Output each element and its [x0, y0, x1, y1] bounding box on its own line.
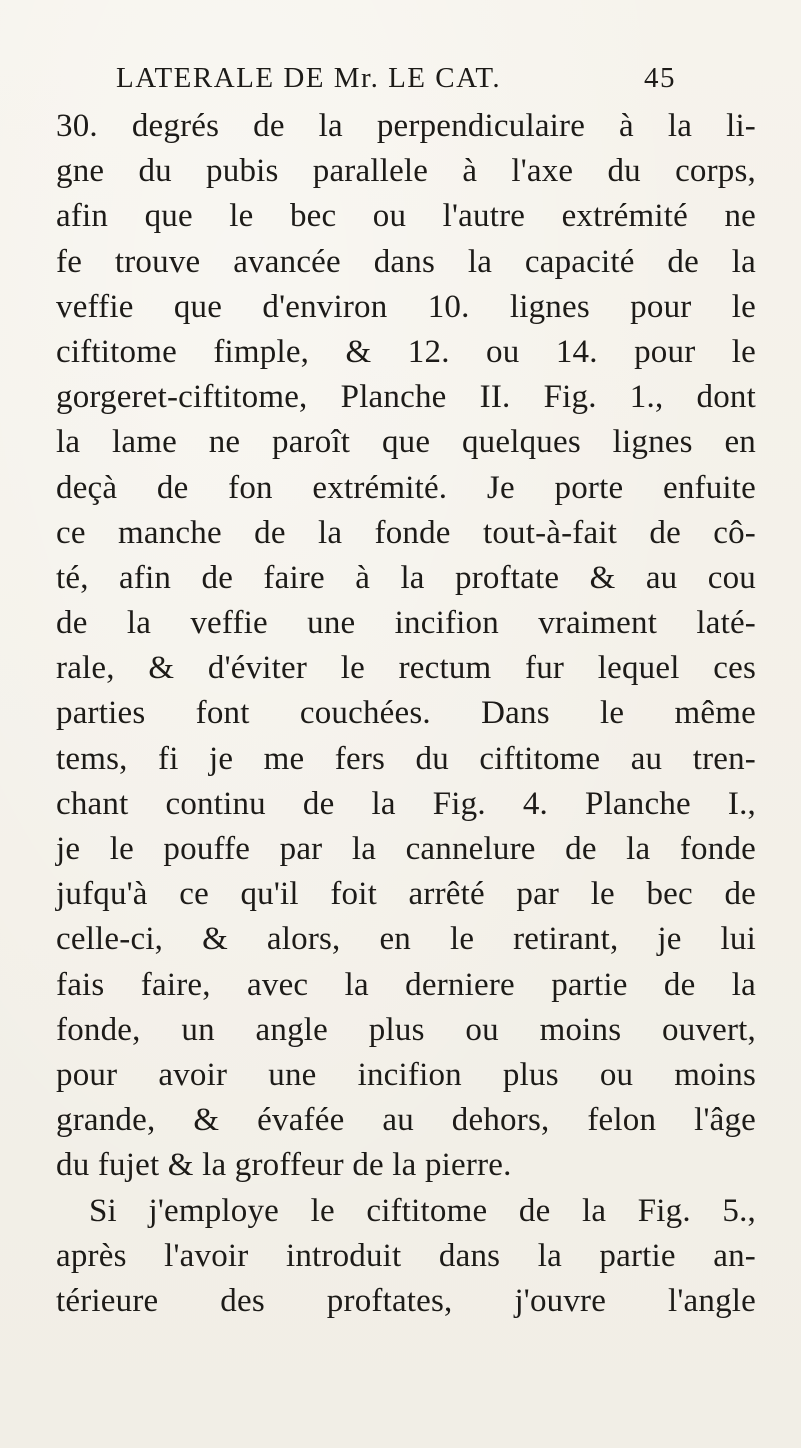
text-line: veffie que d'environ 10. lignes pour le: [56, 288, 756, 325]
body-text: [56, 104, 756, 1324]
text-line: térieure des proftates, j'ouvre l'angle: [56, 1282, 756, 1319]
text-line: fe trouve avancée dans la capacité de la: [56, 243, 756, 280]
text-line: jufqu'à ce qu'il foit arrêté par le bec de: [56, 876, 756, 913]
text-line: gne du pubis parallele à l'axe du corps,: [56, 153, 756, 190]
text-line: fais faire, avec la derniere partie de la: [56, 966, 756, 1003]
text-line: chant continu de la Fig. 4. Planche I.,: [56, 785, 756, 822]
text-line: Si j'employe le ciftitome de la Fig. 5.,: [89, 1192, 756, 1229]
text-line: du fujet & la groffeur de la pierre.: [56, 1147, 512, 1184]
text-line: afin que le bec ou l'autre extrémité ne: [56, 198, 756, 235]
text-line: gorgeret-ciftitome, Planche II. Fig. 1., dont: [56, 379, 756, 416]
running-head: [116, 62, 676, 96]
running-head-title: LATERALE DE Mr. LE CAT.: [116, 62, 502, 94]
page-number: 45: [644, 62, 676, 94]
text-line: ce manche de la fonde tout-à-fait de cô-: [56, 514, 756, 551]
text-line: 30. degrés de la perpendiculaire à la li-: [56, 108, 756, 144]
text-line: ciftitome fimple, & 12. ou 14. pour le: [56, 333, 756, 370]
text-line: la lame ne paroît que quelques lignes en: [56, 424, 756, 461]
text-line: fonde, un angle plus ou moins ouvert,: [56, 1011, 756, 1048]
text-line: pour avoir une incifion plus ou moins: [56, 1056, 756, 1093]
text-line: rale, & d'éviter le rectum fur lequel ces: [56, 650, 756, 687]
text-line: je le pouffe par la cannelure de la fonde: [56, 831, 756, 867]
text-line: parties font couchées. Dans le même: [56, 695, 756, 732]
text-line: après l'avoir introduit dans la partie an-: [56, 1237, 756, 1274]
text-line: de la veffie une incifion vraiment laté-: [56, 605, 756, 642]
text-line: grande, & évafée au dehors, felon l'âge: [56, 1102, 756, 1139]
text-line: tems, fi je me fers du ciftitome au tren-: [56, 740, 756, 777]
text-line: celle-ci, & alors, en le retirant, je lui: [56, 921, 756, 958]
text-line: té, afin de faire à la proftate & au cou: [56, 559, 756, 596]
text-line: deçà de fon extrémité. Je porte enfuite: [56, 469, 756, 506]
